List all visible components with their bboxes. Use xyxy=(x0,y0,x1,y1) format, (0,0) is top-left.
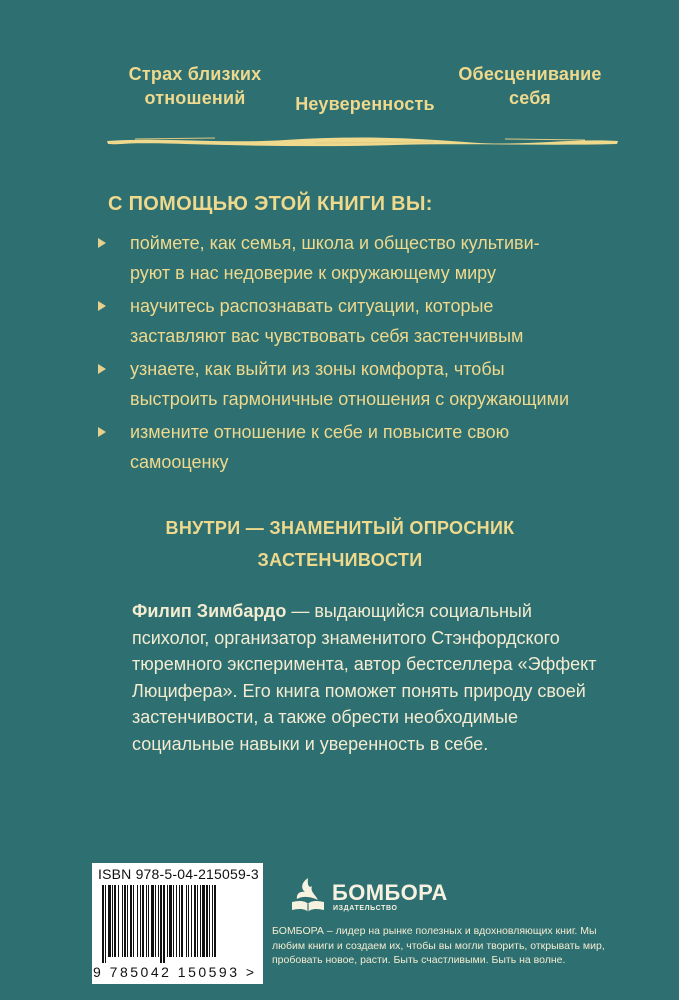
author-bio-text: — выдающийся социальный психолог, организатор знаменитого Стэнфордского тюремного эксперимента, автор бестселлера «Эффект Люцифера». Его книга поможет понять природу своей застенчивости, а также обрести необходимые социальные навыки и уверенность в себе. xyxy=(132,601,597,754)
benefit-line: заставляют вас чувствовать себя застенчивым xyxy=(130,326,524,346)
barcode-bar xyxy=(155,885,156,957)
inside-line: ЗАСТЕНЧИВОСТИ xyxy=(257,550,423,570)
publisher-name: БОМБОРА xyxy=(332,880,448,905)
benefit-item xyxy=(95,228,655,288)
barcode-bar xyxy=(194,885,196,957)
keyword-self-devaluation: Обесценивание себя xyxy=(458,64,602,108)
bullet-arrow-icon xyxy=(98,301,106,311)
barcode-bar xyxy=(181,885,183,957)
author-bio xyxy=(132,598,602,757)
isbn-number: ISBN 978-5-04-215059-3 xyxy=(98,866,259,882)
benefit-item xyxy=(95,291,655,351)
benefits-list xyxy=(95,228,655,480)
author-name: Филип Зимбардо xyxy=(132,601,287,621)
barcode-bar xyxy=(200,885,201,957)
barcode-bar xyxy=(105,885,106,963)
benefit-line: самооценку xyxy=(130,452,229,472)
benefit-item xyxy=(95,417,655,477)
barcode-bar xyxy=(140,885,141,957)
publisher-subtitle: ИЗДАТЕЛЬСТВО xyxy=(333,905,398,912)
barcode-bar xyxy=(179,885,180,957)
bullet-arrow-icon xyxy=(98,427,106,437)
barcode-digits: 9 785042 150593 > xyxy=(93,964,257,980)
barcode-bar xyxy=(122,885,123,957)
benefit-line: поймете, как семья, школа и общество культиви- xyxy=(130,233,540,253)
benefit-line: узнаете, как выйти из зоны комфорта, чтобы xyxy=(130,359,505,379)
barcode-bar xyxy=(160,885,162,963)
benefit-line: выстроить гармоничные отношения с окружающими xyxy=(130,389,570,409)
barcode-bar xyxy=(191,885,192,957)
barcode-bar xyxy=(127,885,128,957)
keyword-insecurity: Неуверенность xyxy=(295,94,435,114)
inside-line: ВНУТРИ — ЗНАМЕНИТЫЙ ОПРОСНИК xyxy=(165,518,515,538)
benefit-line: научитесь распознавать ситуации, которые xyxy=(130,296,494,316)
isbn-barcode xyxy=(92,863,263,984)
barcode-bar xyxy=(108,885,111,957)
barcode-bar xyxy=(202,885,205,957)
barcode-bar xyxy=(206,885,208,957)
barcode-bar xyxy=(124,885,126,957)
barcode-bar xyxy=(163,885,165,963)
barcode-bar xyxy=(209,885,210,957)
benefits-heading: С ПОМОЩЬЮ ЭТОЙ КНИГИ ВЫ: xyxy=(108,193,433,215)
barcode-bar xyxy=(151,885,154,957)
publisher-tagline: БОМБОРА – лидер на рынке полезных и вдохновляющих книг. Мы любим книги и создаем их, чтобы вы могли творить, открывать мир, пробовать новое, расти. Быть счастливыми. Быть на волне. xyxy=(272,925,605,966)
benefit-line: измените отношение к себе и повысите свою xyxy=(130,422,510,442)
barcode-bar xyxy=(130,885,132,957)
barcode-bar xyxy=(186,885,187,957)
barcode-bars xyxy=(102,885,254,963)
barcode-bar xyxy=(169,885,172,957)
barcode-bar xyxy=(137,885,138,957)
barcode-bar xyxy=(142,885,144,957)
barcode-bar xyxy=(212,885,213,957)
benefit-line: руют в нас недоверие к окружающему миру xyxy=(130,263,496,283)
barcode-bar xyxy=(188,885,189,957)
book-wave-icon xyxy=(288,874,328,916)
barcode-bar xyxy=(112,885,113,957)
barcode-bar xyxy=(176,885,177,957)
keyword-fear-of-intimacy: Страх близких отношений xyxy=(128,64,262,108)
barcode-bar xyxy=(133,885,134,957)
barcode-bar xyxy=(214,885,216,957)
bullet-arrow-icon xyxy=(98,238,106,248)
bullet-arrow-icon xyxy=(98,364,106,374)
barcode-bar xyxy=(118,885,119,957)
barcode-bar xyxy=(102,885,104,963)
brush-stroke-divider xyxy=(105,134,620,148)
barcode-bar xyxy=(158,885,159,957)
inside-questionnaire-heading xyxy=(110,512,570,576)
barcode-bar xyxy=(197,885,198,957)
barcode-bar xyxy=(114,885,116,957)
barcode-bar xyxy=(167,885,168,957)
barcode-bar xyxy=(148,885,149,957)
barcode-bar xyxy=(146,885,147,957)
barcode-bar xyxy=(173,885,174,957)
benefit-item xyxy=(95,354,655,414)
